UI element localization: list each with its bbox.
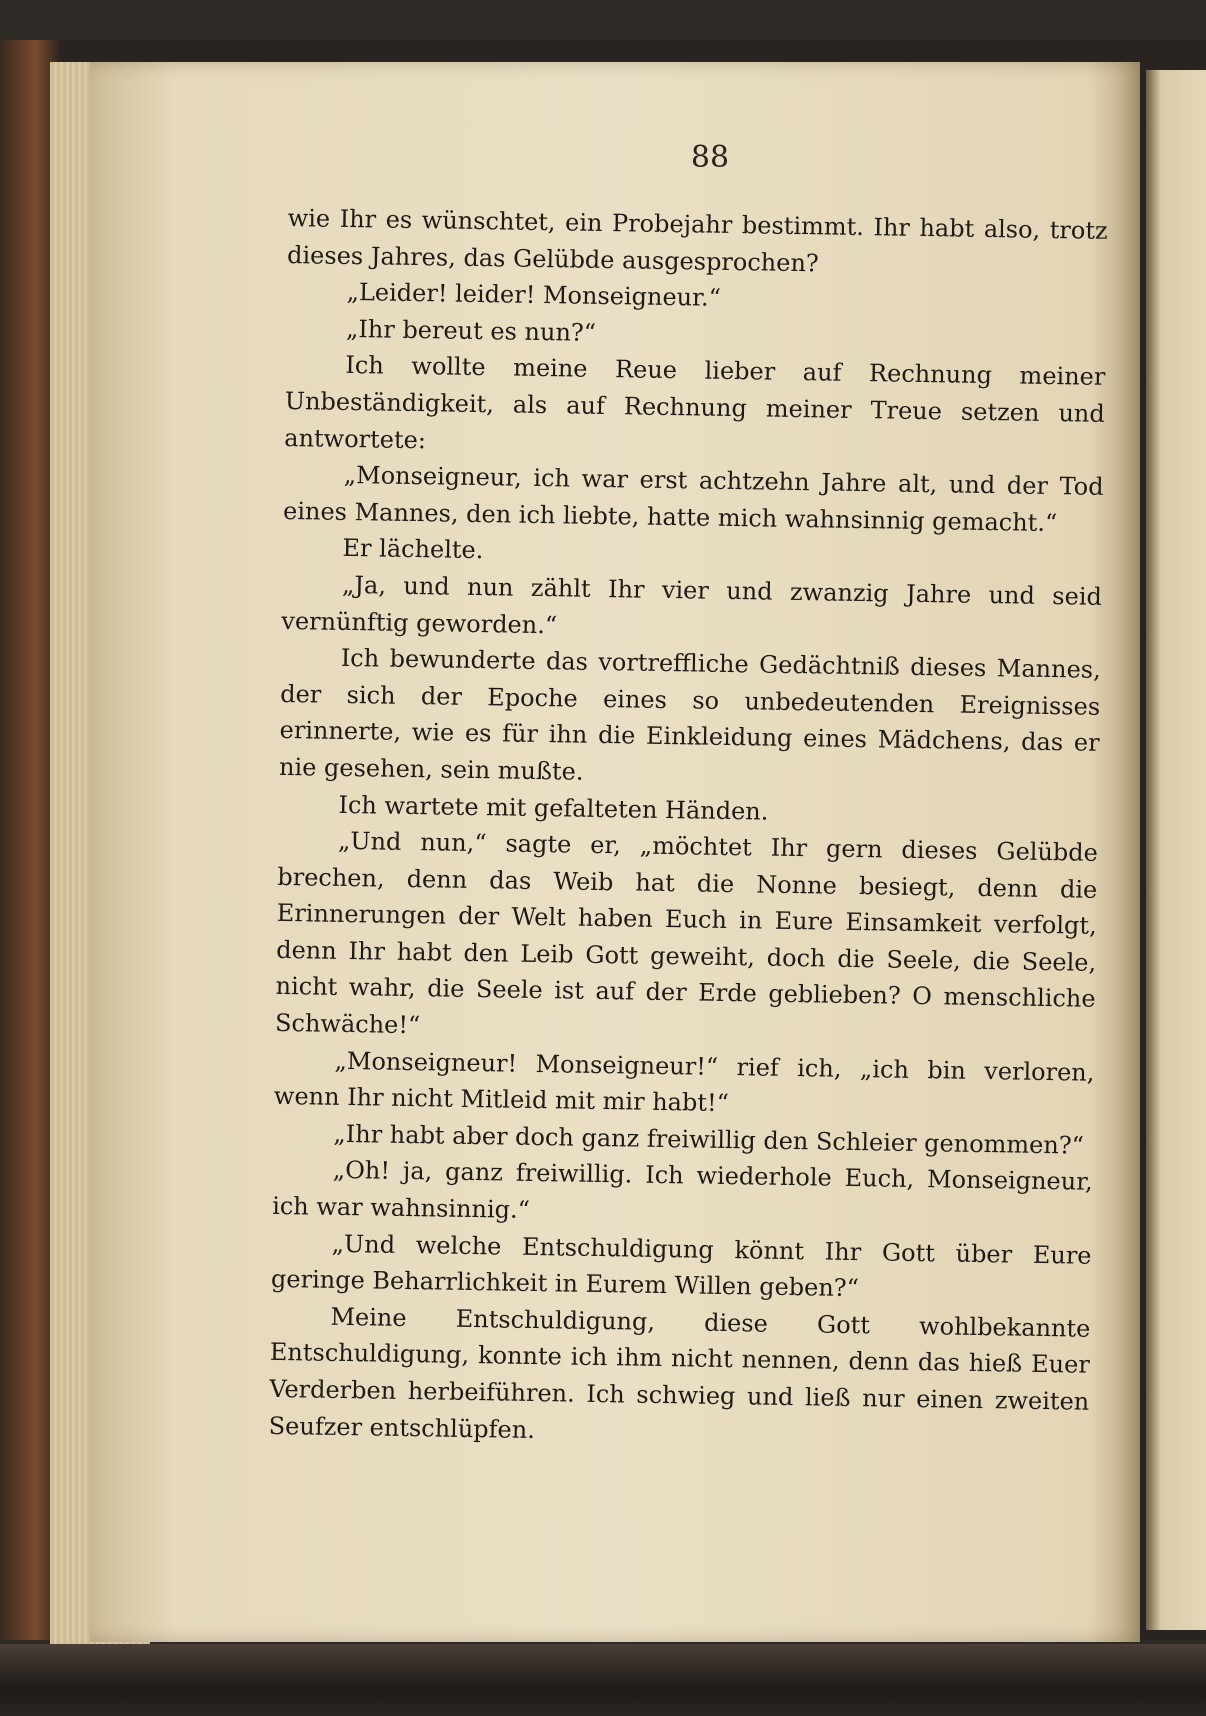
facing-page-edge [1146, 70, 1206, 1630]
paragraph: wie Ihr es wünschtet, ein Probejahr bestimmt. Ihr habt also, trotz dieses Jahres, das Gelübde ausgesprochen? [286, 203, 1108, 277]
paragraph: „Monseigneur, ich war erst achtzehn Jahre alt, und der Tod eines Mannes, den ich liebte, hatte mich wahnsinnig gemacht.“ [282, 461, 1104, 537]
paragraph: Ich wollte meine Reue lieber auf Rechnung meiner Unbeständigkeit, als auf Rechnung meiner Treue setzen und antwortete: [284, 351, 1106, 454]
paragraph: „Und welche Entschuldigung könnt Ihr Gott über Eure geringe Beharrlichkeit in Eurem Willen geben?“ [270, 1229, 1092, 1303]
paragraph: Er lächelte. [342, 534, 484, 565]
paragraph: „Monseigneur! Monseigneur!“ rief ich, „ich bin verloren, wenn Ihr nicht Mitleid mit mir habt!“ [273, 1046, 1095, 1118]
paragraph: Ich bewunderte das vortreffliche Gedächtniß dieses Mannes, der sich der Epoche eines so unbedeutenden Ereignisses erinnerte, wie es für ihn die Einkleidung eines Mädchens, das er nie gesehen, sein mußte. [278, 644, 1101, 786]
page-number: 88 [690, 140, 730, 175]
paragraph: Ich wartete mit gefalteten Händen. [338, 790, 769, 826]
paragraph: „Oh! ja, ganz freiwillig. Ich wiederhole Euch, Monseigneur, ich war wahnsinnig.“ [271, 1156, 1093, 1224]
paragraph: „Und nun,“ sagte er, „möchtet Ihr gern dieses Gelübde brechen, denn das Weib hat die Nonne besiegt, denn die Erinnerungen der Welt haben Euch in Eure Einsamkeit verfolgt, denn Ihr habt den Leib Gott geweiht, doch die Seele, die Seele, nicht wahr, die Seele ist auf der Erde geblieben? O menschliche Schwäche!“ [274, 826, 1099, 1040]
page-text [268, 200, 1107, 1457]
book-bottom-cover [0, 1644, 1206, 1716]
paragraph: „Ja, und nun zählt Ihr vier und zwanzig Jahre und seid vernünftig geworden.“ [281, 570, 1103, 639]
paragraph: „Leider! leider! Monseigneur.“ [346, 278, 722, 312]
paragraph: „Ihr habt aber doch ganz freiwillig den Schleier genommen?“ [333, 1119, 1085, 1160]
paragraph: „Ihr bereut es nun?“ [345, 314, 597, 347]
paragraph: Meine Entschuldigung, diese Gott wohlbekannte Entschuldigung, konnte ich ihm nicht nennen, denn das hieß Euer Verderben herbeiführen. Ich schwieg und ließ nur einen zweiten Seufzer entschlüpfen. [268, 1302, 1091, 1444]
